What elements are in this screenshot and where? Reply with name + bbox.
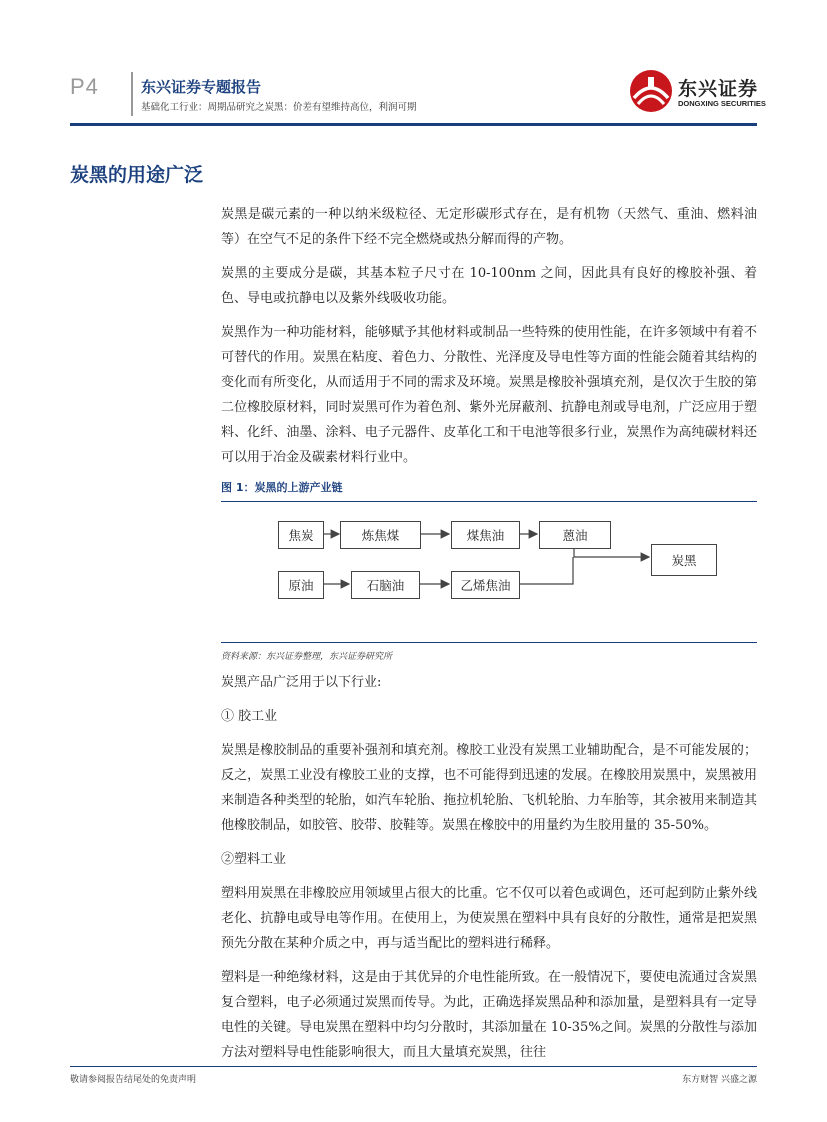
node-crude-oil: 原油 [278, 571, 324, 599]
intro-text: 炭黑产品广泛用于以下行业: [221, 675, 382, 690]
plastic-paragraph: 塑料是一种绝缘材料，这是由于其优异的介电性能所致。在一般情况下，要使电流通过含炭黑复合塑料，电子必须通过炭黑而传导。为此，正确选择炭黑品种和添加量，是塑料具有一定导电性的关键。导电炭黑在塑料中均匀分散时，其添加量在 10-35%之间。炭黑的分散性与添加方法对塑料导电性能影响很大，而且大量填充炭黑，往往 [221, 970, 757, 1060]
node-coal-tar: 煤焦油 [451, 521, 520, 549]
report-subtitle: 基础化工行业：周期品研究之炭黑：价差有望维持高位，利润可期 [141, 102, 417, 113]
figure-title: 图 1：炭黑的上游产业链 [221, 481, 343, 494]
logo-text-en: DONGXING SECURITIES [678, 99, 766, 108]
node-coking-coal: 炼焦煤 [340, 521, 421, 549]
paragraph: 炭黑作为一种功能材料，能够赋予其他材料或制品一些特殊的使用性能，在许多领域中有着不可替代的作用。炭黑在粘度、着色力、分散性、光泽度及导电性等方面的性能会随着其结构的变化而有所变化，从而适用于不同的需求及环境。炭黑是橡胶补强填充剂，是仅次于生胶的第二位橡胶原材料，同时炭黑可作为着色剂、紫外光屏蔽剂、抗静电剂或导电剂，广泛应用于塑料、化纤、油墨、涂料、电子元器件、皮革化工和干电池等很多行业，炭黑作为高纯碳材料还可以用于冶金及碳素材料行业中。 [221, 325, 757, 465]
rubber-heading: ① 胶工业 [221, 709, 278, 724]
section-title: 炭黑的用途广泛 [70, 164, 204, 186]
figure-source: 资料来源：东兴证券整理，东兴证券研究所 [221, 652, 393, 662]
upstream-chain-diagram [221, 502, 757, 642]
page-number: P4 [70, 74, 99, 99]
footer-disclaimer: 敬请参阅报告结尾处的免责声明 [70, 1075, 197, 1085]
node-carbon-black: 炭黑 [651, 544, 717, 576]
paragraph: 炭黑的主要成分是碳，其基本粒子尺寸在 10-100nm 之间，因此具有良好的橡胶补强、着色、导电或抗静电以及紫外线吸收功能。 [221, 266, 757, 306]
report-title: 东兴证券专题报告 [141, 78, 262, 96]
node-naphtha: 石脑油 [351, 571, 420, 599]
company-logo [628, 66, 768, 114]
footer-rule [70, 1066, 757, 1067]
main-content [221, 202, 757, 1074]
logo-text-cn: 东兴证券 [678, 78, 759, 100]
header-rule [70, 123, 757, 126]
plastic-paragraph: 塑料用炭黑在非橡胶应用领域里占很大的比重。它不仅可以着色或调色，还可起到防止紫外线老化、抗静电或导电等作用。在使用上，为使炭黑在塑料中具有良好的分散性，通常是把炭黑预先分散在某种介质之中，再与适当配比的塑料进行稀释。 [221, 886, 757, 951]
paragraph: 炭黑是碳元素的一种以纳米级粒径、无定形碳形式存在，是有机物（天然气、重油、燃料油等）在空气不足的条件下经不完全燃烧或热分解而得的产物。 [221, 207, 757, 247]
plastic-heading: ②塑料工业 [221, 852, 287, 867]
page-header [0, 0, 827, 130]
figure-rule-bottom [221, 642, 757, 643]
rubber-paragraph: 炭黑是橡胶制品的重要补强剂和填充剂。橡胶工业没有炭黑工业辅助配合，是不可能发展的；反之，炭黑工业没有橡胶工业的支撑，也不可能得到迅速的发展。在橡胶用炭黑中，炭黑被用来制造各种类型的轮胎，如汽车轮胎、拖拉机轮胎、飞机轮胎、力车胎等，其余被用来制造其他橡胶制品，如胶管、胶带、胶鞋等。炭黑在橡胶中的用量约为生胶用量的 35-50%。 [221, 743, 757, 833]
node-ethylene-tar: 乙烯焦油 [451, 571, 520, 599]
node-anthracene-oil: 蒽油 [539, 521, 611, 549]
header-divider [131, 72, 133, 116]
logo-mark-icon [628, 68, 674, 114]
arrow-ethylene-tar-to-carbon-black [519, 557, 573, 584]
footer-slogan: 东方财智 兴盛之源 [682, 1075, 757, 1085]
node-coke: 焦炭 [278, 521, 324, 549]
